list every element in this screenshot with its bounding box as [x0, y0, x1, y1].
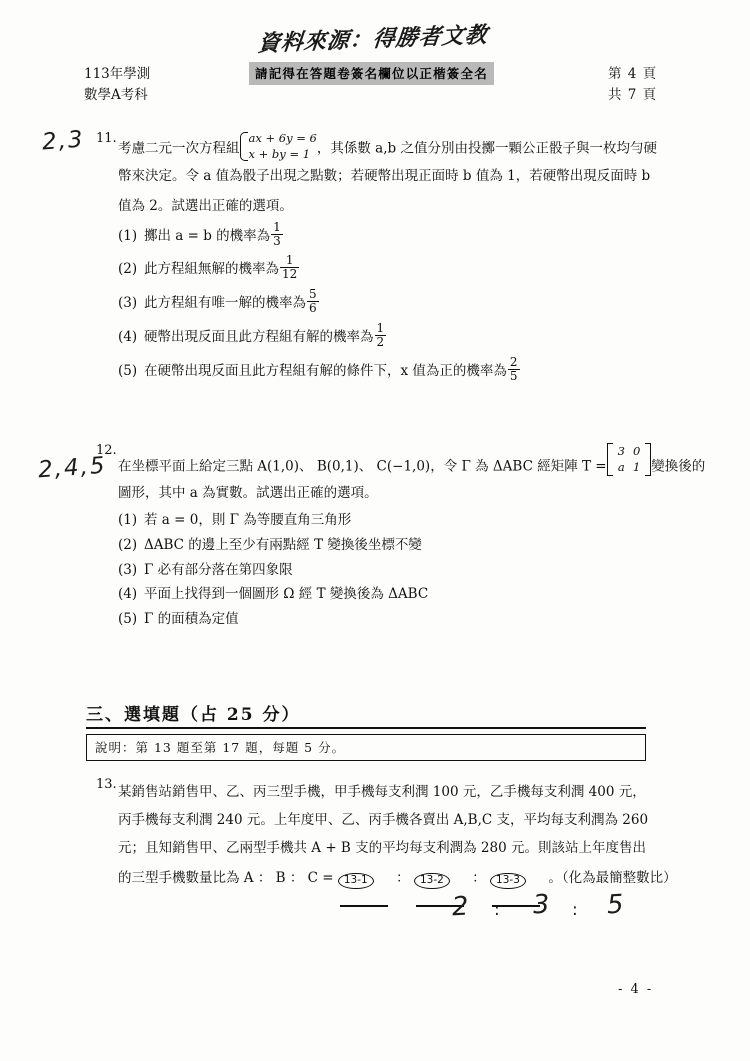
- handwritten-margin-answer-q11: 2,3: [41, 126, 86, 156]
- option-text: ΔABC 的邊上至少有兩點經 T 變換後坐標不變: [144, 537, 422, 553]
- fraction-numerator: 2: [509, 355, 518, 369]
- equation-1: ax + 6y = 6: [248, 131, 317, 145]
- option-text: Γ 的面積為定值: [144, 611, 239, 627]
- option-text: 若 a = 0，則 Γ 為等腰直角三角形: [144, 512, 352, 528]
- exam-year-label: 113年學測: [84, 66, 151, 82]
- question-11-equation-system: [240, 131, 317, 162]
- page-total-label: 共 7 頁: [608, 87, 658, 103]
- section-3-divider: [86, 727, 646, 729]
- ratio-separator-1: ：: [396, 870, 410, 886]
- fraction-denominator: 2: [376, 334, 385, 349]
- option-label: (5): [118, 611, 138, 627]
- blank-rule: [340, 905, 388, 906]
- page-indicator: [608, 64, 657, 106]
- matrix-cell-r1c2: 0: [632, 444, 641, 458]
- question-13-ratio-suffix: 。（化為最簡整數比）: [548, 870, 677, 886]
- option-fraction: [271, 221, 283, 248]
- question-13-line2: 丙手機每支利潤 240 元。上年度甲、乙、丙手機各賣出 A,B,C 支，平均每支利潤為 260: [118, 812, 649, 828]
- exam-subject-label: 數學A考科: [84, 87, 148, 103]
- question-12-option-1[interactable]: [118, 512, 351, 528]
- answer-blank-13-2[interactable]: [414, 864, 468, 894]
- question-11-option-3[interactable]: [118, 288, 320, 315]
- question-12-option-3[interactable]: [118, 562, 293, 578]
- option-fraction: [280, 254, 299, 281]
- option-text: 平面上找得到一個圖形 Ω 經 T 變換後為 ΔABC: [144, 586, 429, 602]
- matrix-cell-r2c1: a: [617, 459, 625, 474]
- handwritten-answer-13-1: 2: [451, 891, 470, 923]
- question-11-line2: 幣來決定。令 a 值為骰子出現之點數；若硬幣出現正面時 b 值為 1，若硬幣出現反面時 b: [118, 168, 651, 184]
- option-fraction: [375, 322, 387, 349]
- question-13-line4: [118, 863, 677, 894]
- signature-reminder-banner: 請記得在答題卷簽名欄位以正楷簽全名: [249, 62, 494, 85]
- fraction-denominator: 6: [309, 300, 317, 315]
- option-label: (1): [118, 227, 138, 244]
- option-fraction: [307, 288, 319, 315]
- option-fraction: [508, 356, 520, 383]
- question-12-line1-text-a: 在坐標平面上給定三點 A(1,0)、 B(0,1)、 C(−1,0)，令 Γ 為 ΔABC 經矩陣 T =: [118, 458, 607, 475]
- option-text: 擲出 a = b 的機率為: [144, 227, 271, 244]
- fraction-denominator: 5: [509, 368, 518, 383]
- fraction-numerator: 5: [309, 287, 317, 301]
- question-11-number: 11.: [96, 131, 117, 146]
- question-13-line3: 元；且知銷售甲、乙兩型手機共 A + B 支的平均每支利潤為 280 元。則該站上年度售出: [118, 840, 646, 856]
- question-13-ratio-prefix: 的三型手機數量比為 A ： B ： C =: [118, 870, 334, 886]
- matrix-cell-r1c1: 3: [617, 444, 625, 458]
- fraction-denominator: 12: [282, 266, 298, 281]
- option-label: (5): [118, 362, 138, 379]
- question-13-line1: 某銷售站銷售甲、乙、丙三型手機，甲手機每支利潤 100 元，乙手機每支利潤 400 元，: [118, 784, 646, 800]
- handwritten-answer-13-2: 3: [532, 889, 551, 921]
- option-label: (2): [118, 260, 138, 277]
- section-3-instruction-box: 說明：第 13 題至第 17 題，每題 5 分。: [86, 734, 646, 761]
- question-11-option-2[interactable]: [118, 254, 300, 281]
- question-12-line2: 圖形，其中 a 為實數。試選出正確的選項。: [118, 485, 378, 501]
- option-label: (2): [118, 537, 138, 553]
- fraction-numerator: 1: [376, 321, 385, 335]
- matrix-cell-r2c2: 1: [632, 459, 641, 474]
- option-text: Γ 必有部分落在第四象限: [144, 562, 293, 578]
- question-11-line3: 值為 2。試選出正確的選項。: [118, 198, 293, 214]
- blank-id-label: 13-3: [490, 873, 526, 890]
- question-11-line1: [118, 131, 657, 163]
- handwritten-separator-2: :: [572, 900, 578, 920]
- question-12-matrix-T: [607, 443, 652, 476]
- handwritten-answer-13-3: 5: [606, 889, 625, 921]
- handwritten-source-annotation: 資料來源：得勝者文教: [256, 22, 490, 57]
- question-11-option-5[interactable]: [118, 356, 521, 383]
- question-12-line1-text-b: 變換後的: [651, 458, 706, 475]
- option-text: 此方程組有唯一解的機率為: [144, 294, 306, 311]
- blank-id-label: 13-2: [414, 873, 450, 890]
- option-label: (4): [118, 586, 138, 602]
- question-12-line1: [118, 443, 705, 481]
- question-12-number: 12.: [96, 443, 117, 458]
- answer-blank-13-3[interactable]: [490, 864, 544, 894]
- section-3-title: 三、選填題（占 25 分）: [86, 705, 301, 725]
- question-12-option-4[interactable]: [118, 586, 428, 602]
- fraction-numerator: 1: [285, 253, 294, 267]
- question-11-option-1[interactable]: [118, 221, 284, 248]
- fraction-denominator: 3: [273, 233, 281, 248]
- option-text: 此方程組無解的機率為: [144, 260, 279, 277]
- ratio-separator-2: ：: [472, 870, 486, 886]
- option-label: (4): [118, 328, 138, 345]
- option-text: 在硬幣出現反面且此方程組有解的條件下，x 值為正的機率為: [144, 362, 507, 379]
- question-11-line1-text-b: ，其係數 a,b 之值分別由投擲一顆公正骰子與一枚均勻硬: [316, 140, 657, 157]
- page-footer-number: - 4 -: [618, 982, 654, 997]
- option-label: (3): [118, 294, 138, 311]
- blank-id-label: 13-1: [338, 873, 374, 890]
- option-text: 硬幣出現反面且此方程組有解的機率為: [144, 328, 374, 345]
- fraction-numerator: 1: [273, 220, 281, 234]
- handwritten-margin-answer-q12: 2,4,5: [37, 452, 108, 484]
- question-11-line1-text-a: 考慮二元一次方程組: [118, 140, 240, 157]
- exam-identification: [84, 64, 150, 106]
- page-current-label: 第 4 頁: [608, 66, 658, 82]
- question-12-option-5[interactable]: [118, 611, 239, 627]
- option-label: (3): [118, 562, 138, 578]
- question-12-option-2[interactable]: [118, 537, 422, 553]
- option-label: (1): [118, 512, 138, 528]
- equation-2: x + by = 1: [248, 146, 311, 161]
- question-11-option-4[interactable]: [118, 322, 387, 349]
- answer-blank-13-1[interactable]: [338, 864, 392, 894]
- question-13-number: 13.: [96, 777, 117, 792]
- handwritten-separator-1: :: [494, 900, 500, 920]
